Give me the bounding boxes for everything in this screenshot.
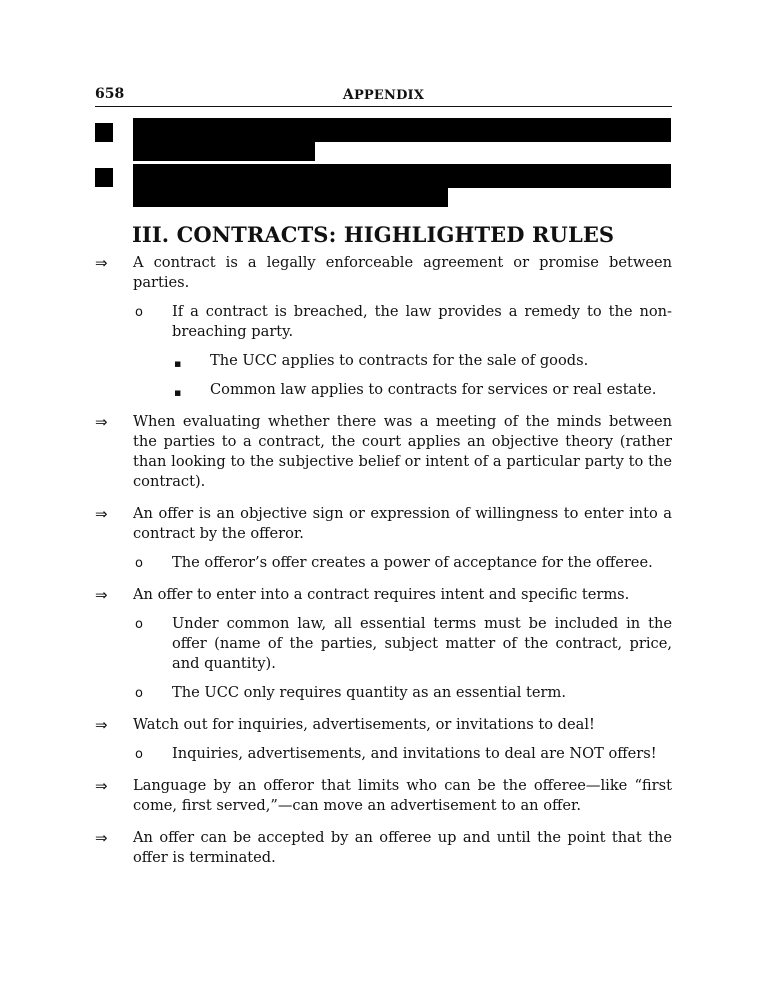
arrow-bullet-icon: ⇒ <box>95 505 108 523</box>
circle-bullet-icon: o <box>135 747 143 762</box>
list-item-text: When evaluating whether there was a meeting of the minds between the parties to a contract, the court applies an objective theory (rather than looking to the subjective belief or intent of a particular party to the contract). <box>133 413 672 490</box>
list-item <box>95 828 672 868</box>
list-item-text: An offer is an objective sign or expression of willingness to enter into a contract by the offeror. <box>133 505 672 542</box>
list-item <box>95 553 672 573</box>
arrow-bullet-icon: ⇒ <box>95 829 108 847</box>
list-item-text: The UCC only requires quantity as an essential term. <box>172 684 567 701</box>
redaction-marker-2 <box>95 168 113 187</box>
section-title: III. CONTRACTS: HIGHLIGHTED RULES <box>132 222 615 247</box>
square-bullet-icon: ▪ <box>174 357 182 370</box>
redaction-bar <box>133 142 315 161</box>
list-item <box>95 715 672 735</box>
square-bullet-icon: ▪ <box>174 386 182 399</box>
list-item-text: Language by an offeror that limits who can be the offeree—like “first come, first served,”—can move an advertisement to an offer. <box>133 777 672 814</box>
circle-bullet-icon: o <box>135 686 143 701</box>
list-item-text: An offer to enter into a contract requires intent and specific terms. <box>133 586 630 603</box>
running-head-title <box>95 87 672 103</box>
list-item-text: The UCC applies to contracts for the sale of goods. <box>210 352 589 369</box>
list-item <box>95 585 672 605</box>
circle-bullet-icon: o <box>135 617 143 632</box>
rules-list <box>95 253 672 868</box>
list-item <box>95 776 672 816</box>
list-item <box>95 683 672 703</box>
section-contracts <box>95 222 672 868</box>
list-item-text: Inquiries, advertisements, and invitations to deal are NOT offers! <box>172 745 657 762</box>
running-header <box>95 86 672 108</box>
arrow-bullet-icon: ⇒ <box>95 586 108 604</box>
list-item-text: If a contract is breached, the law provides a remedy to the non-breaching party. <box>172 303 672 340</box>
redaction-bar <box>133 118 671 142</box>
redaction-bar <box>133 188 448 207</box>
header-rule <box>95 106 672 107</box>
redaction-bar <box>133 164 671 188</box>
list-item-text: A contract is a legally enforceable agreement or promise between parties. <box>133 254 672 291</box>
list-item <box>95 744 672 764</box>
circle-bullet-icon: o <box>135 305 143 320</box>
running-head-rest: PPENDIX <box>353 88 425 103</box>
list-item <box>95 614 672 674</box>
arrow-bullet-icon: ⇒ <box>95 716 108 734</box>
arrow-bullet-icon: ⇒ <box>95 254 108 272</box>
list-item-text: Watch out for inquiries, advertisements, or invitations to deal! <box>133 716 595 733</box>
redaction-marker-1 <box>95 123 113 142</box>
list-item <box>95 504 672 544</box>
arrow-bullet-icon: ⇒ <box>95 413 108 431</box>
list-item <box>95 351 672 371</box>
list-item <box>95 253 672 293</box>
list-item <box>95 380 672 400</box>
page-number: 658 <box>95 86 125 102</box>
circle-bullet-icon: o <box>135 556 143 571</box>
list-item-text: Common law applies to contracts for services or real estate. <box>210 381 657 398</box>
list-item-text: An offer can be accepted by an offeree up and until the point that the offer is terminated. <box>133 829 672 866</box>
running-head-lead: A <box>342 87 354 103</box>
list-item <box>95 302 672 342</box>
list-item <box>95 412 672 492</box>
arrow-bullet-icon: ⇒ <box>95 777 108 795</box>
list-item-text: Under common law, all essential terms must be included in the offer (name of the parties, subject matter of the contract, price, and quantity). <box>172 615 672 672</box>
list-item-text: The offeror’s offer creates a power of acceptance for the offeree. <box>172 554 653 571</box>
